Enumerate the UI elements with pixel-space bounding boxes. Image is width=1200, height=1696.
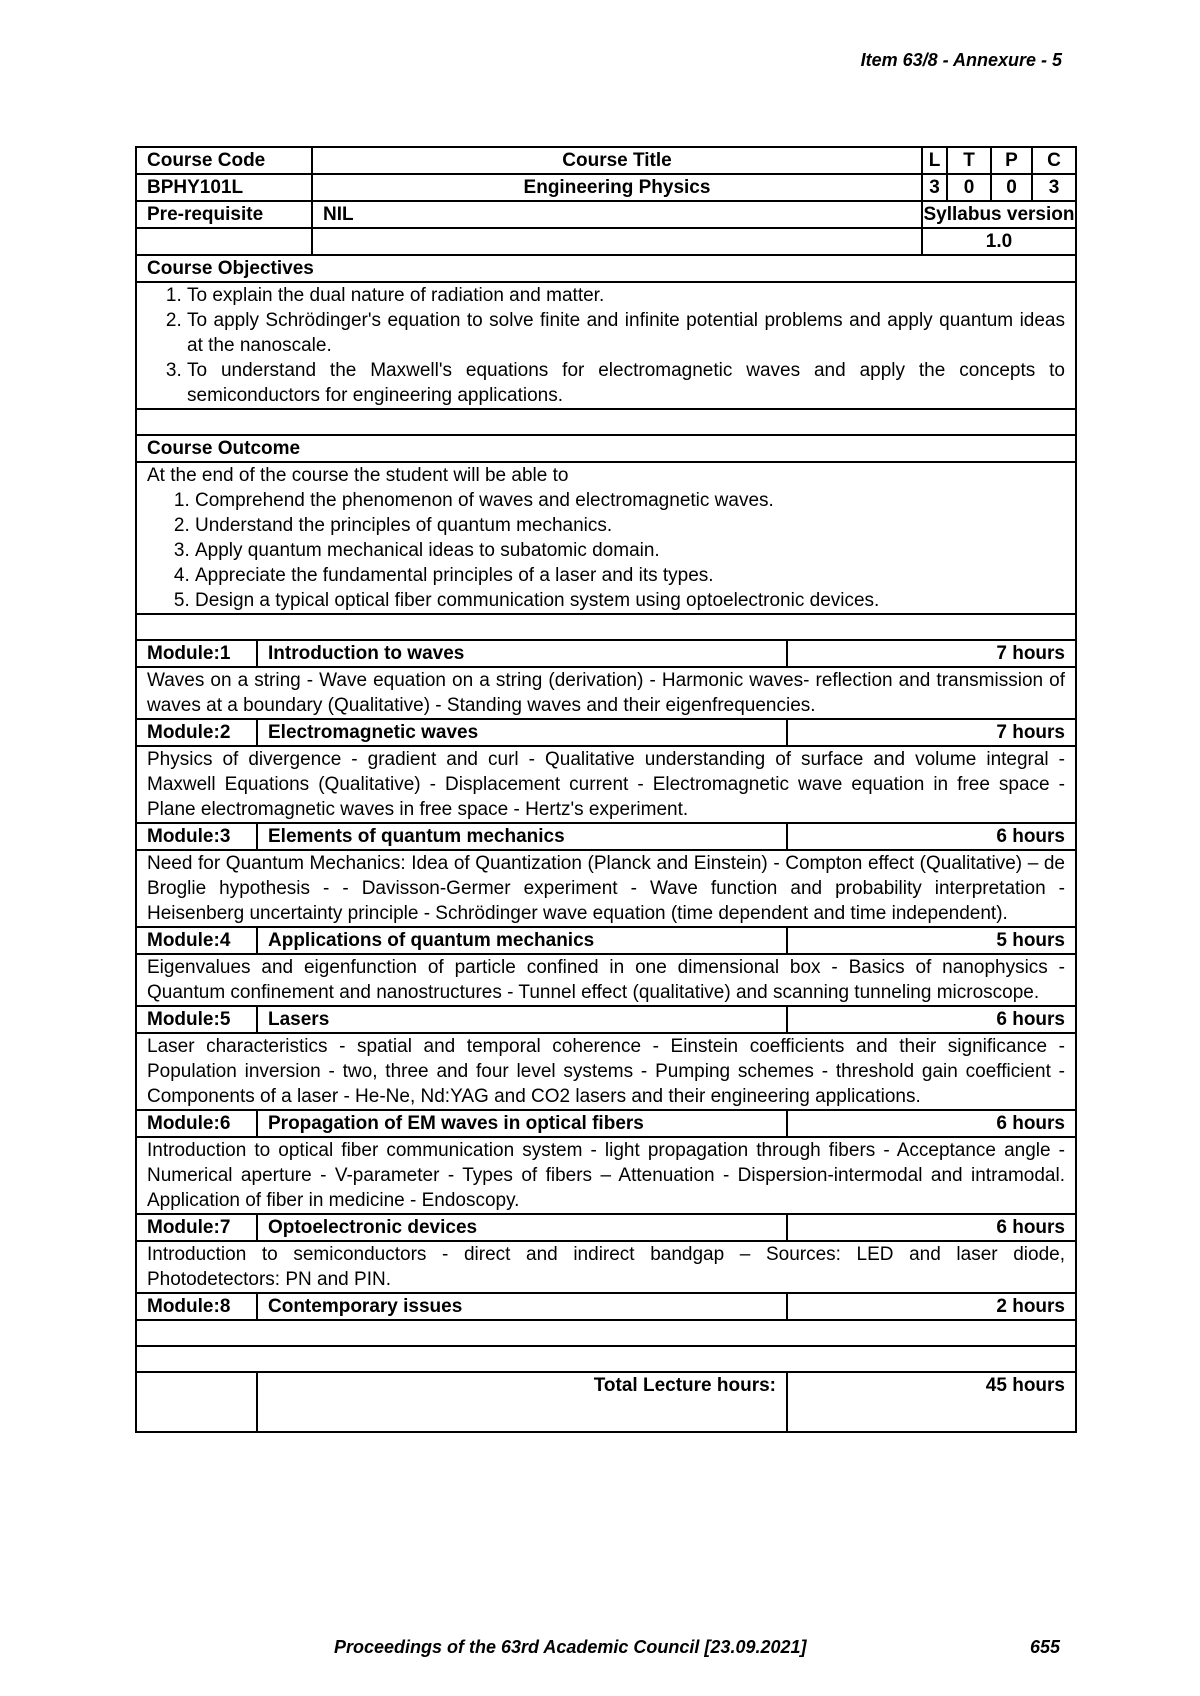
page-footer	[334, 1637, 1060, 1658]
objectives-list-cell	[136, 282, 1076, 409]
module-hours: 2 hours	[787, 1293, 1076, 1320]
module-number: Module:2	[136, 719, 257, 746]
ltpc-label-l: L	[922, 147, 947, 174]
course-row	[136, 174, 1076, 201]
outcome-item: 4. Appreciate the fundamental principles of a laser and its types.	[195, 563, 1065, 588]
objective-item: 3. To understand the Maxwell's equations for electromagnetic waves and apply the concepts to semiconductors for engineering applications.	[187, 358, 1065, 408]
header-row	[136, 147, 1076, 174]
objectives-list	[147, 283, 1065, 408]
course-title-label: Course Title	[312, 147, 922, 174]
ltpc-value-c: 3	[1032, 174, 1076, 201]
module-content: Eigenvalues and eigenfunction of particle confined in one dimensional box - Basics of nanophysics - Quantum confinement and nanostructures - Tunnel effect (qualitative) and scanning tunneling microscope.	[136, 954, 1076, 1006]
module-content: Laser characteristics - spatial and temporal coherence - Einstein coefficients and their significance - Population inversion - two, three and four level systems - Pumping schemes - threshold gain coefficient - Components of a laser - He-Ne, Nd:YAG and CO2 lasers and their engineering applications.	[136, 1033, 1076, 1110]
module-title: Applications of quantum mechanics	[257, 927, 787, 954]
syllabus-version: 1.0	[922, 228, 1076, 255]
module-hours: 7 hours	[787, 640, 1076, 667]
outcome-item: 1. Comprehend the phenomenon of waves and electromagnetic waves.	[195, 488, 1065, 513]
ltpc-value-l: 3	[922, 174, 947, 201]
version-row	[136, 228, 1076, 255]
course-title: Engineering Physics	[312, 174, 922, 201]
outcome-item: 3. Apply quantum mechanical ideas to subatomic domain.	[195, 538, 1065, 563]
module-hours: 6 hours	[787, 823, 1076, 850]
module-number: Module:4	[136, 927, 257, 954]
total-row	[136, 1372, 1076, 1432]
module-header-row	[136, 823, 1076, 850]
module-hours: 6 hours	[787, 1214, 1076, 1241]
module-header-row	[136, 1006, 1076, 1033]
module-title: Introduction to waves	[257, 640, 787, 667]
total-hours: 45 hours	[787, 1372, 1076, 1432]
module-number: Module:7	[136, 1214, 257, 1241]
syllabus-version-label: Syllabus version	[922, 201, 1076, 228]
module-header-row	[136, 719, 1076, 746]
outcome-intro: At the end of the course the student will be able to	[147, 465, 569, 486]
total-label: Total Lecture hours:	[257, 1372, 787, 1432]
module-hours: 6 hours	[787, 1110, 1076, 1137]
footer-text: Proceedings of the 63rd Academic Council [23.09.2021]	[334, 1637, 807, 1657]
module-header-row	[136, 1293, 1076, 1320]
prereq-row	[136, 201, 1076, 228]
syllabus-table	[135, 146, 1077, 1433]
module-content: Need for Quantum Mechanics: Idea of Quantization (Planck and Einstein) - Compton effect (Qualitative) – de Broglie hypothesis - - Davisson-Germer experiment - Wave function and probability interpretation - Heisenberg uncertainty principle - Schrödinger wave equation (time dependent and time independent).	[136, 850, 1076, 927]
ltpc-label-c: C	[1032, 147, 1076, 174]
module-hours: 6 hours	[787, 1006, 1076, 1033]
module-number: Module:3	[136, 823, 257, 850]
objectives-heading: Course Objectives	[136, 255, 1076, 282]
outcome-list-cell	[136, 462, 1076, 614]
module-title: Elements of quantum mechanics	[257, 823, 787, 850]
module-content: Introduction to semiconductors - direct and indirect bandgap – Sources: LED and laser diode, Photodetectors: PN and PIN.	[136, 1241, 1076, 1293]
annexure-label: Item 63/8 - Annexure - 5	[860, 50, 1062, 70]
page-number: 655	[1029, 1637, 1060, 1657]
ltpc-label-t: T	[947, 147, 991, 174]
module-number: Module:1	[136, 640, 257, 667]
module-title: Contemporary issues	[257, 1293, 787, 1320]
module-content: Waves on a string - Wave equation on a string (derivation) - Harmonic waves- reflection and transmission of waves at a boundary (Qualitative) - Standing waves and their eigenfrequencies.	[136, 667, 1076, 719]
module-content: Introduction to optical fiber communication system - light propagation through fibers - Acceptance angle - Numerical aperture - V-parameter - Types of fibers – Attenuation - Dispersion-intermodal and intramodal. Application of fiber in medicine - Endoscopy.	[136, 1137, 1076, 1214]
module-title: Electromagnetic waves	[257, 719, 787, 746]
module-title: Optoelectronic devices	[257, 1214, 787, 1241]
objective-item: 2. To apply Schrödinger's equation to solve finite and infinite potential problems and apply quantum ideas at the nanoscale.	[187, 308, 1065, 358]
module-hours: 5 hours	[787, 927, 1076, 954]
module-header-row	[136, 927, 1076, 954]
outcome-heading: Course Outcome	[136, 435, 1076, 462]
course-code: BPHY101L	[136, 174, 312, 201]
module-number: Module:8	[136, 1293, 257, 1320]
course-code-label: Course Code	[136, 147, 312, 174]
module-content: Physics of divergence - gradient and curl - Qualitative understanding of surface and volume integral - Maxwell Equations (Qualitative) - Displacement current - Electromagnetic wave equation in free space - Plane electromagnetic waves in free space - Hertz's experiment.	[136, 746, 1076, 823]
module-title: Propagation of EM waves in optical fibers	[257, 1110, 787, 1137]
ltpc-value-p: 0	[991, 174, 1032, 201]
outcome-list	[147, 488, 1065, 613]
module-header-row	[136, 1214, 1076, 1241]
prereq-value: NIL	[312, 201, 922, 228]
module-number: Module:5	[136, 1006, 257, 1033]
objective-item: 1. To explain the dual nature of radiation and matter.	[187, 283, 1065, 308]
prereq-label: Pre-requisite	[136, 201, 312, 228]
module-number: Module:6	[136, 1110, 257, 1137]
ltpc-value-t: 0	[947, 174, 991, 201]
outcome-item: 2. Understand the principles of quantum mechanics.	[195, 513, 1065, 538]
module-header-row	[136, 1110, 1076, 1137]
module-header-row	[136, 640, 1076, 667]
module-title: Lasers	[257, 1006, 787, 1033]
module-hours: 7 hours	[787, 719, 1076, 746]
ltpc-label-p: P	[991, 147, 1032, 174]
outcome-item: 5. Design a typical optical fiber communication system using optoelectronic devices.	[195, 588, 1065, 613]
